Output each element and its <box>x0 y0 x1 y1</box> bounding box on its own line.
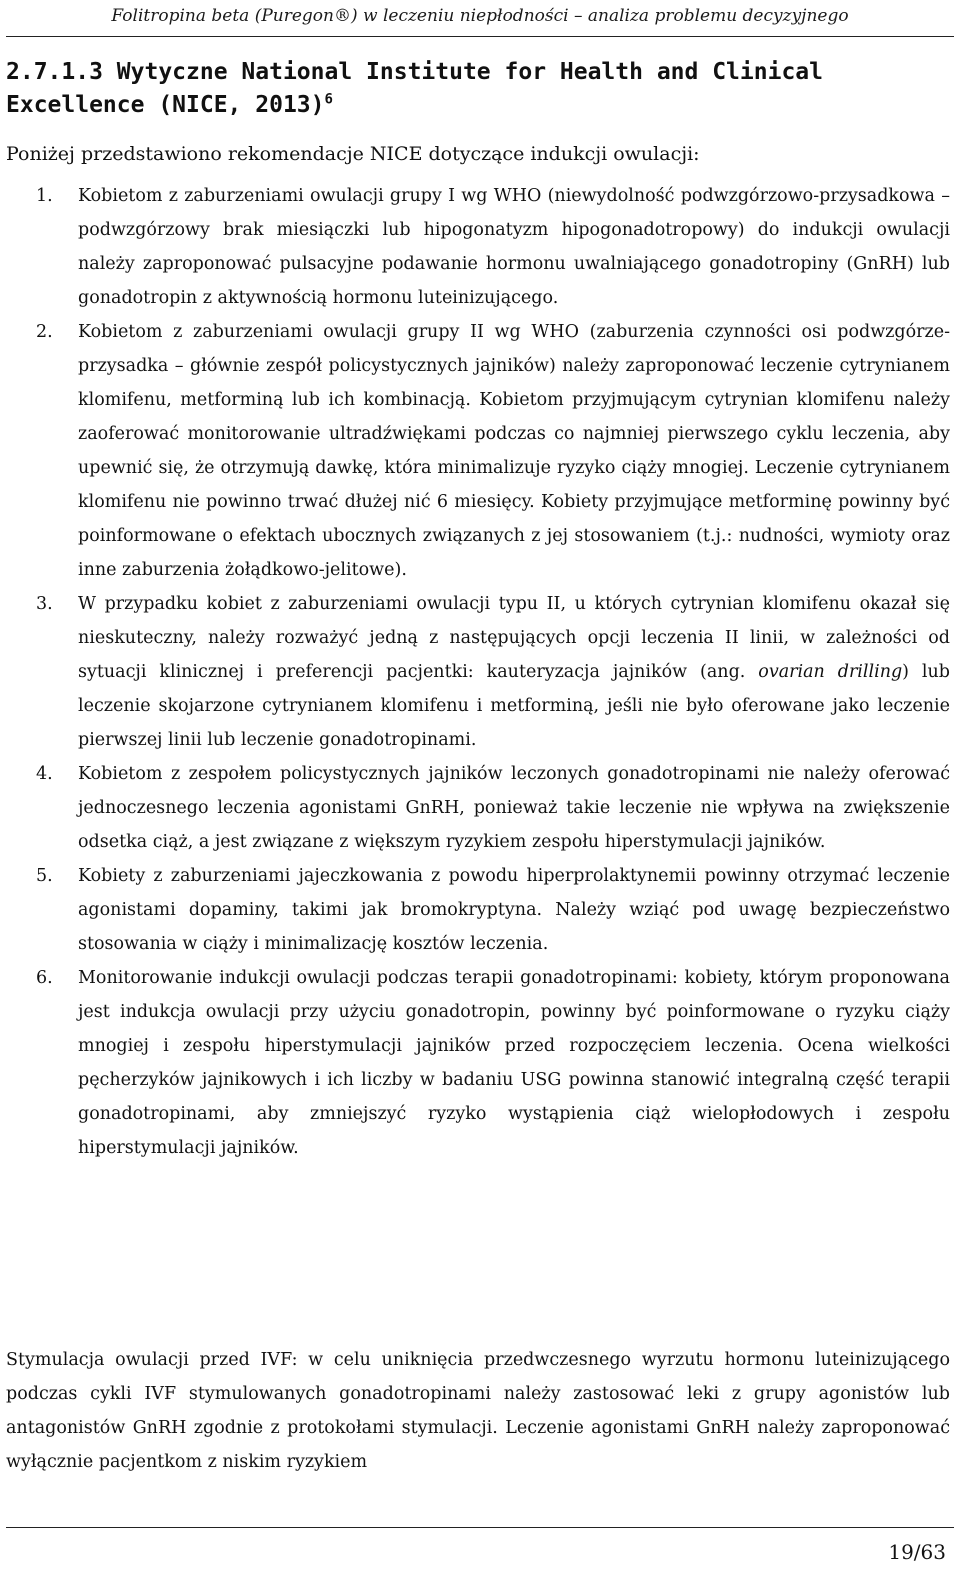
list-item <box>6 757 950 859</box>
list-item-text: Kobietom z zespołem policystycznych jajników leczonych gonadotropinami nie należy oferować jednoczesnego leczenia agonistami GnRH, ponieważ takie leczenie nie wpływa na zwiększenie odsetka ciąż, a jest związane z większym ryzykiem zespołu hiperstymulacji jajników. <box>78 764 950 852</box>
list-item <box>6 961 950 1165</box>
recommendation-list <box>6 179 950 1165</box>
footnote-ref[interactable]: 6 <box>324 91 333 108</box>
list-item <box>6 315 950 587</box>
list-item-number: 5. <box>36 866 53 886</box>
list-item-text-continued: ) lub leczenie skojarzone cytrynianem klomifenu i metforminą, jeśli nie było oferowane jako leczenie pierwszej linii lub leczenie gonadotropinami. <box>78 662 951 750</box>
list-item-number: 2. <box>36 322 53 342</box>
section-heading <box>6 56 951 122</box>
list-item-text: Kobietom z zaburzeniami owulacji grupy II wg WHO (zaburzenia czynności osi podwzgórze-przysadka – głównie zespół policystycznych jajników) należy zaproponować leczenie cytrynianem klomifenu, metforminą lub ich kombinacją. Kobietom przyjmującym cytrynian klomifenu należy zaoferować monitorowanie ultradźwiękami podczas co najmniej pierwszego cyklu leczenia, aby upewnić się, że otrzymują dawkę, która minimalizuje ryzyko ciąży mnogiej. Leczenie cytrynianem klomifenu nie powinno trwać dłużej nić 6 miesięcy. Kobiety przyjmujące metforminę powinny być poinformowane o efektach ubocznych związanych z jej stosowaniem (t.j.: nudności, wymioty oraz inne zaburzenia żołądkowo-jelitowe). <box>78 322 950 580</box>
list-item-text: Monitorowanie indukcji owulacji podczas terapii gonadotropinami: kobiety, którym proponowana jest indukcja owulacji przy użyciu gonadotropin, powinny być poinformowane o ryzyku ciąży mnogiej i zespołu hiperstymulacji jajników przed rozpoczęciem leczenia. Ocena wielkości pęcherzyków jajnikowych i ich liczby w badaniu USG powinna stanowić integralną część terapii gonadotropinami, aby zmniejszyć ryzyko wystąpienia ciąż wielopłodowych i zespołu hiperstymulacji jajników. <box>78 968 950 1158</box>
list-item-italic-term: ovarian drilling <box>758 662 903 682</box>
header-divider <box>6 36 954 37</box>
footer-divider <box>6 1527 954 1528</box>
body-paragraph: Stymulacja owulacji przed IVF: w celu uniknięcia przedwczesnego wyrzutu hormonu luteinizującego podczas cykli IVF stymulowanych gonadotropinami należy zastosować leki z grupy agonistów lub antagonistów GnRH zgodnie z protokołami stymulacji. Leczenie agonistami GnRH należy zaproponować wyłącznie pacjentkom z niskim ryzykiem <box>6 1350 950 1472</box>
section-heading-text: 2.7.1.3 Wytyczne National Institute for Health and Clinical Excellence (NICE, 2013) <box>6 59 823 118</box>
running-header: Folitropina beta (Puregon®) w leczeniu niepłodności – analiza problemu decyzyjnego <box>111 6 849 26</box>
intro-text: Poniżej przedstawiono rekomendacje NICE dotyczące indukcji owulacji: <box>6 143 700 165</box>
list-item-text: W przypadku kobiet z zaburzeniami owulacji typu II, u których cytrynian klomifenu okazał się nieskuteczny, należy rozważyć jedną z następujących opcji leczenia II linii, w zależności od sytuacji klinicznej i preferencji pacjentki: kauteryzacja jajników (ang. <box>78 594 950 682</box>
list-item <box>6 587 950 757</box>
list-item-number: 3. <box>36 594 53 614</box>
list-item-number: 6. <box>36 968 53 988</box>
list-item-number: 1. <box>36 186 53 206</box>
list-item <box>6 859 950 961</box>
page-number: 19/63 <box>888 1540 946 1564</box>
list-item-number: 4. <box>36 764 53 784</box>
list-item-text: Kobietom z zaburzeniami owulacji grupy I wg WHO (niewydolność podwzgórzowo-przysadkowa – podwzgórzowy brak miesiączki lub hipogonatyzm hipogonadotropowy) do indukcji owulacji należy zaproponować pulsacyjne podawanie hormonu uwalniającego gonadotropiny (GnRH) lub gonadotropin z aktywnością hormonu luteinizującego. <box>78 186 950 308</box>
list-item <box>6 179 950 315</box>
list-item-text: Kobiety z zaburzeniami jajeczkowania z powodu hiperprolaktynemii powinny otrzymać leczenie agonistami dopaminy, takimi jak bromokryptyna. Należy wziąć pod uwagę bezpieczeństwo stosowania w ciąży i minimalizację kosztów leczenia. <box>78 866 950 954</box>
